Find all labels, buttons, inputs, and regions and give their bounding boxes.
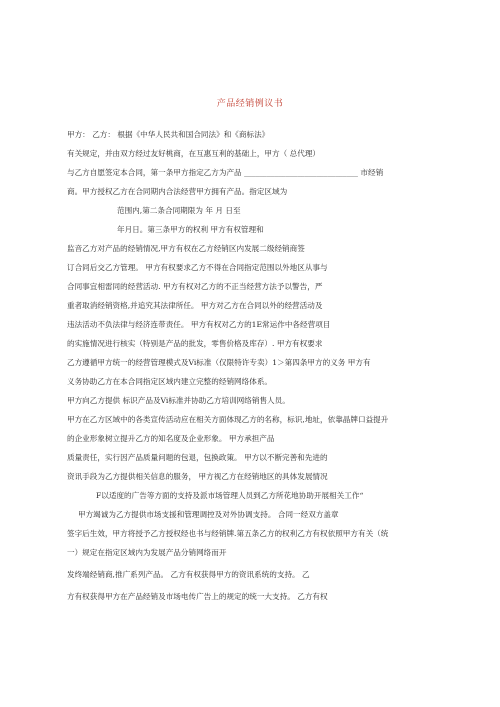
paragraph-line: 发终端经销商,推广系列产品。 乙方有权获得甲方的资讯系统的支持。 乙 (67, 570, 310, 579)
paragraph-line: 乙方遵循甲方统一的经营管理模式及Vi标准（仅限特许专卖）1＞第四条甲方的义务 甲方有 (67, 358, 371, 367)
document-title: 产品经销例议书 (216, 99, 284, 109)
paragraph-line: 甲方在乙方区域中的各类宣传活动应在相关方面体现乙方的名称，标识,地址，依靠晶牌口益提升 (67, 415, 389, 424)
paragraph-line: 的实施情况进行核实（特别是产品的批发，零售价格及库存）. 甲方有权要求 (67, 339, 323, 348)
paragraph-line: 甲方竭诚为乙方提供市场支援和管理调控及对外协调支持。 合同一经双方盖章 (78, 510, 339, 519)
paragraph-line: 签字后生效，甲方将授予乙方授权经也书与经销牌.第五条乙方的权利乙方有权依照甲方有关（统 (67, 529, 389, 538)
paragraph-line: 订合同后交乙方管理。 甲方有权要求乙方不得在合同指定范围以外地区从事与 (67, 263, 328, 272)
paragraph-line: 重者取消经销资格,并追究其法律所任。 甲方对乙方在合同以外的经营活动及 (67, 301, 323, 310)
paragraph-line: 范围内,第二条合同期限为 年 月 日至 (117, 206, 241, 215)
paragraph-line: F以适度的广告等方面的支持及派市场管理人员到乙方所花地协助开展相关工作“ (96, 491, 364, 500)
paragraph-line: 甲方： 乙方： 根据《中华人民共和国合同法》和《商标法》 (67, 130, 270, 139)
paragraph-line: 监音乙方对产品的经销情况,甲方有权在乙方经销区内发展二级经销商签 (67, 244, 305, 253)
paragraph-line: 有关规定，并由双方经过友好桃商，在互惠互利的基础上，甲方（ 总代理） (67, 149, 321, 158)
paragraph-line: 合同事宜相雷同的经营活动. 甲方有权对乙方的不正当经营方法予以警告，严 (67, 282, 323, 291)
paragraph-line: 方有权获得甲方在产品经销及市场电传广告上的规定的统一大支持。 乙方有权 (67, 592, 328, 601)
paragraph-line: 义务协助乙方在本合同指定区域内建立完整的经销网络体系。 (67, 377, 273, 386)
paragraph-line: 质量责任，实行因产品质量问题的包退，包换政策。 甲方以不断完善和先进的 (67, 453, 328, 462)
paragraph-line: 与乙方自愿签定本合同，第一条甲方指定乙方为产品 ______________________________ 市经销 (67, 168, 384, 177)
paragraph-line: 一）规定在指定区域内为发展产品分销网络而开 (67, 548, 227, 557)
paragraph-line: 的企业形象树立提升乙方的知名度及企业形象。 甲方承担产品 (67, 434, 275, 443)
paragraph-line: 年月日。第三条甲方的权利 甲方有权管理和 (117, 225, 264, 234)
paragraph-line: 甲方向乙方提供 标识产品及Vi标准并协助乙方培训网络销售人员。 (67, 396, 290, 405)
paragraph-line: 资讯手段为乙方提供相关信息的服务， 甲方视乙方在经销地区的具体发展情况 (67, 472, 328, 481)
paragraph-line: 商。甲方授权乙方在合同期内合法经营甲方拥有产品。指定区域为 (67, 187, 288, 196)
paragraph-line: 违法活动不负法律与经济连带责任。 甲方有权对乙方的1E常运作中各经营项目 (67, 320, 331, 329)
